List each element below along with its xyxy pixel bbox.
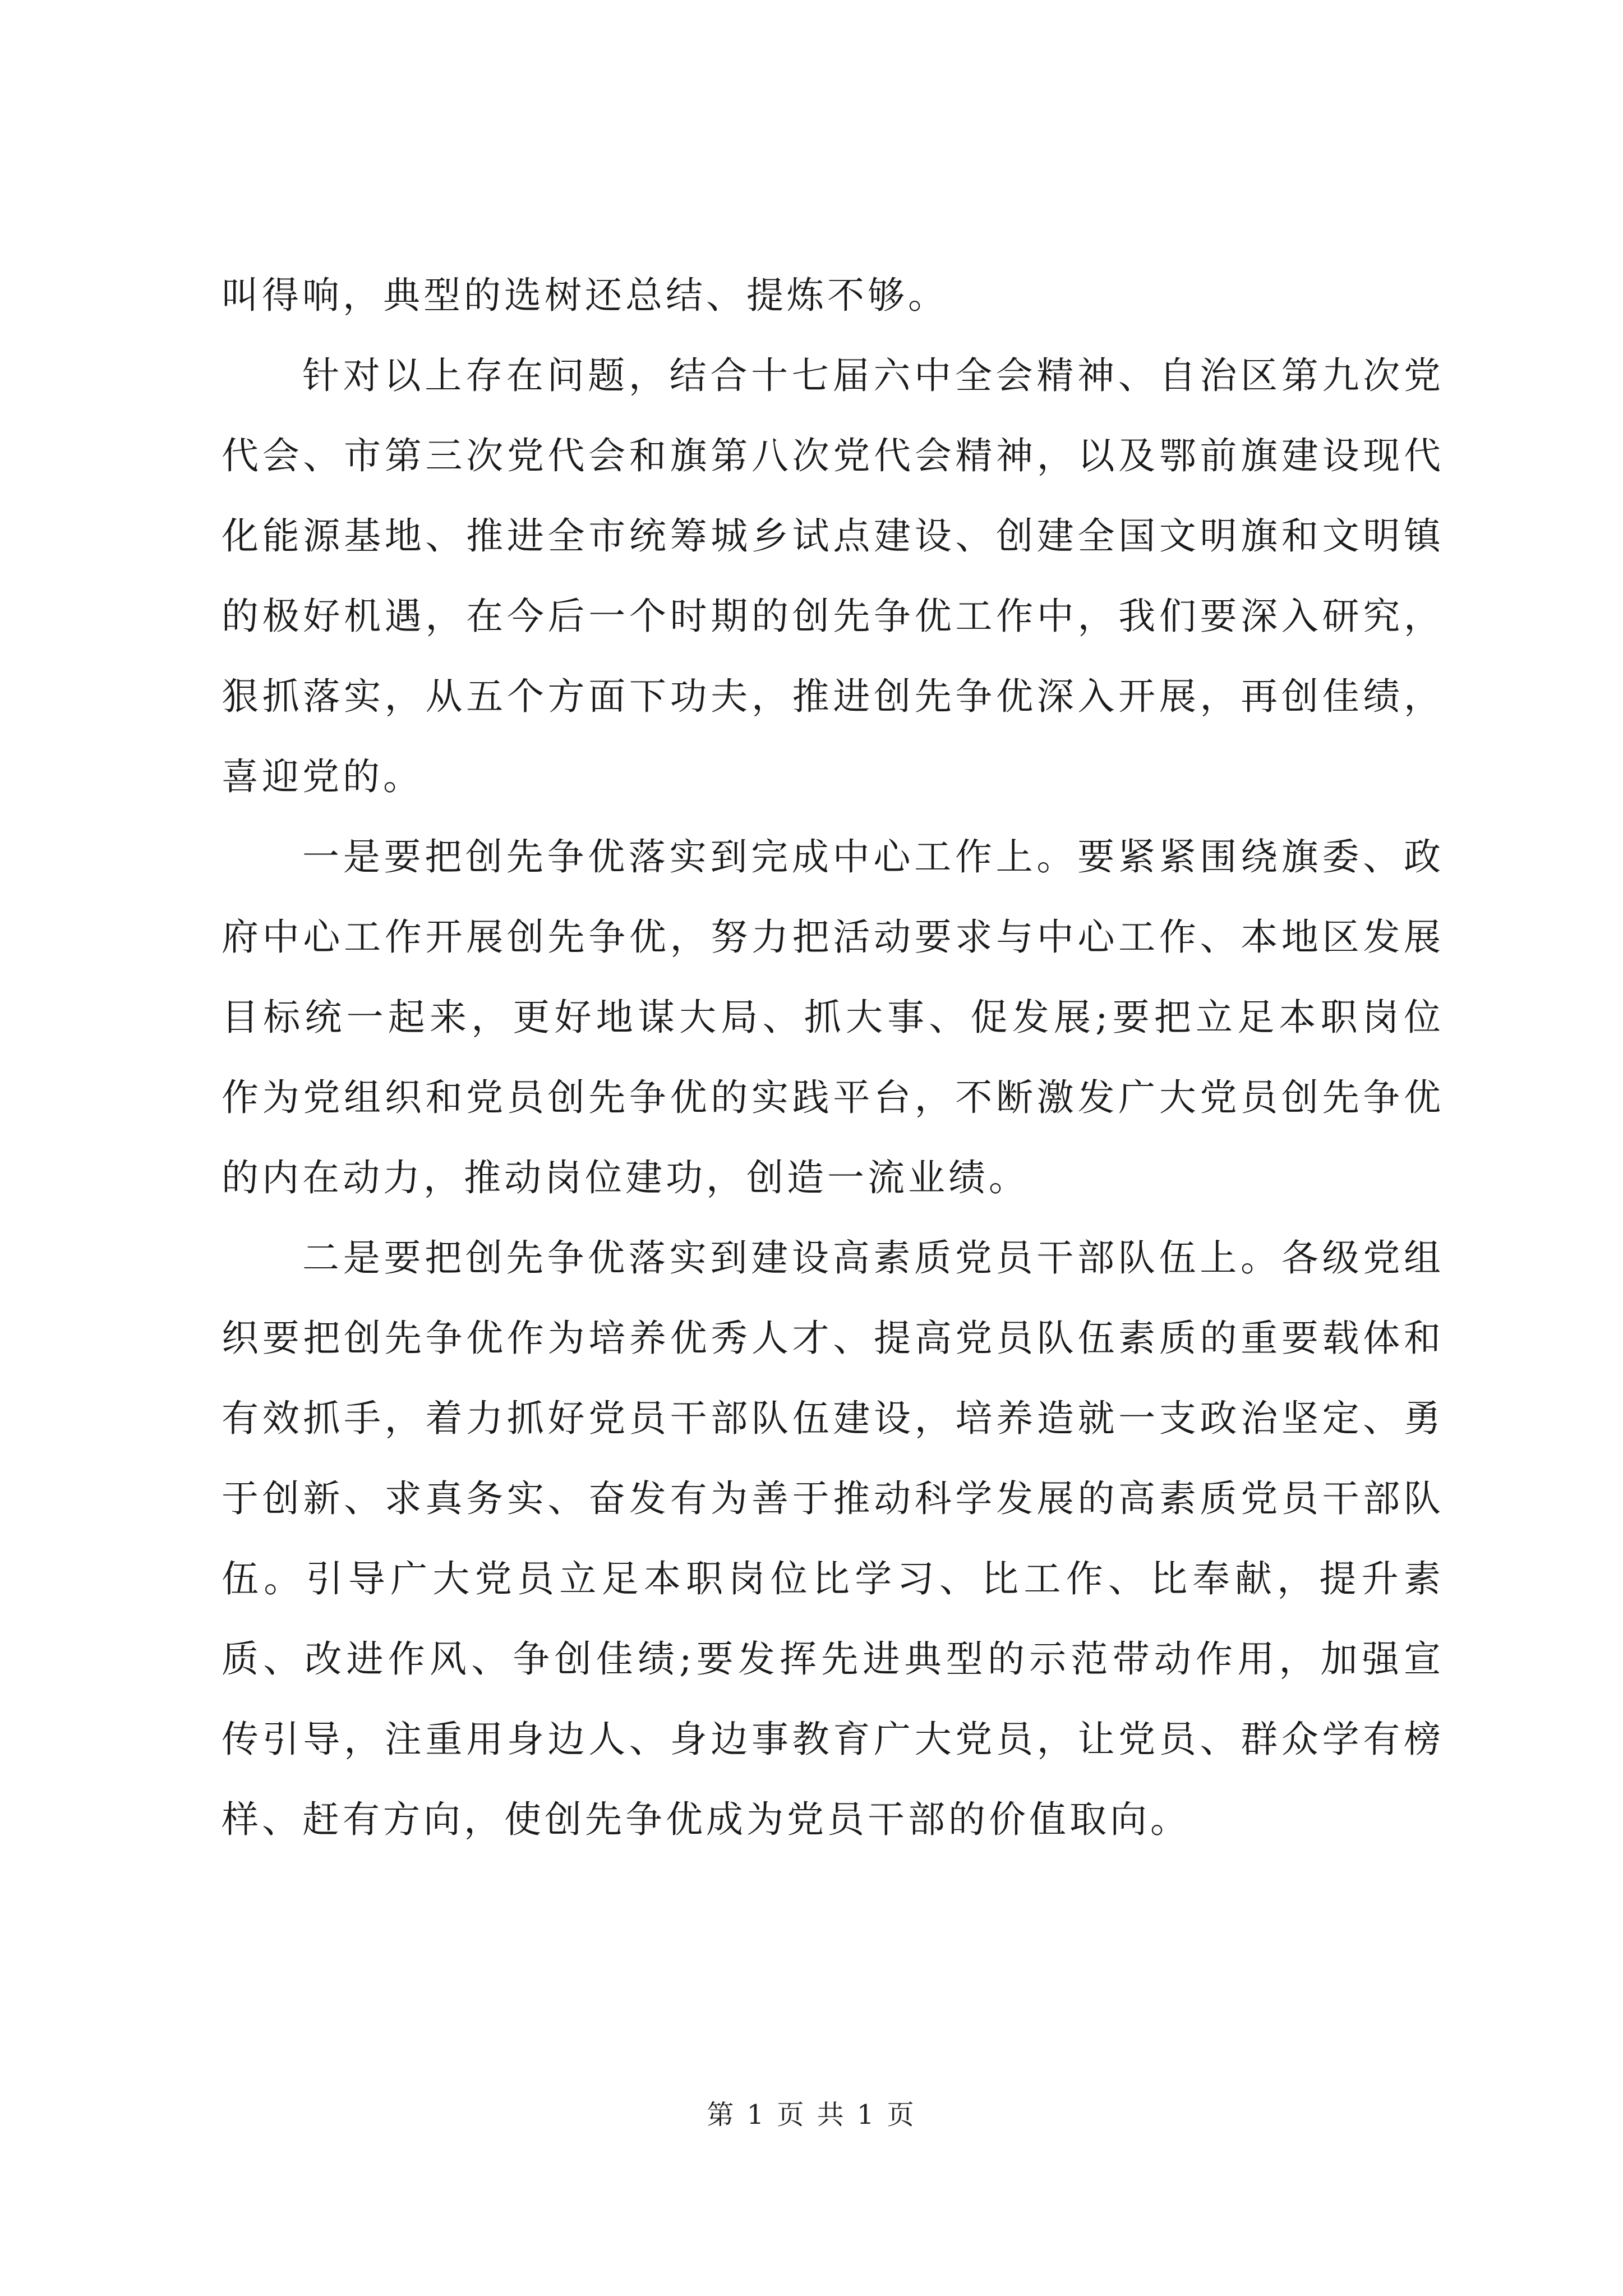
paragraph-point-one: 一是要把创先争优落实到完成中心工作上。要紧紧围绕旗委、政府中心工作开展创先争优，努力把活动要求与中心工作、本地区发展目标统一起来，更好地谋大局、抓大事、促发展;要把立足本职岗位作为党组织和党员创先争优的实践平台，不断激发广大党员创先争优的内在动力，推动岗位建功，创造一流业绩。 bbox=[222, 835, 1444, 1199]
paragraph-intro: 针对以上存在问题，结合十七届六中全会精神、自治区第九次党代会、市第三次党代会和旗第八次党代会精神，以及鄂前旗建设现代化能源基地、推进全市统筹城乡试点建设、创建全国文明旗和文明镇的极好机遇，在今后一个时期的创先争优工作中，我们要深入研究，狠抓落实，从五个方面下功夫，推进创先争优深入开展，再创佳绩，喜迎党的。 bbox=[222, 354, 1444, 798]
paragraph-continuation: 叫得响，典型的选树还总结、提炼不够。 bbox=[222, 274, 948, 317]
body-text bbox=[222, 255, 1444, 1860]
paragraph-point-two: 二是要把创先争优落实到建设高素质党员干部队伍上。各级党组织要把创先争优作为培养优秀人才、提高党员队伍素质的重要载体和有效抓手，着力抓好党员干部队伍建设，培养造就一支政治坚定、勇于创新、求真务实、奋发有为善于推动科学发展的高素质党员干部队伍。引导广大党员立足本职岗位比学习、比工作、比奉献，提升素质、改进作风、争创佳绩;要发挥先进典型的示范带动作用，加强宣传引导，注重用身边人、身边事教育广大党员，让党员、群众学有榜样、赶有方向，使创先争优成为党员干部的价值取向。 bbox=[222, 1236, 1444, 1841]
page-number-footer: 第 1 页 共 1 页 bbox=[707, 2099, 916, 2131]
